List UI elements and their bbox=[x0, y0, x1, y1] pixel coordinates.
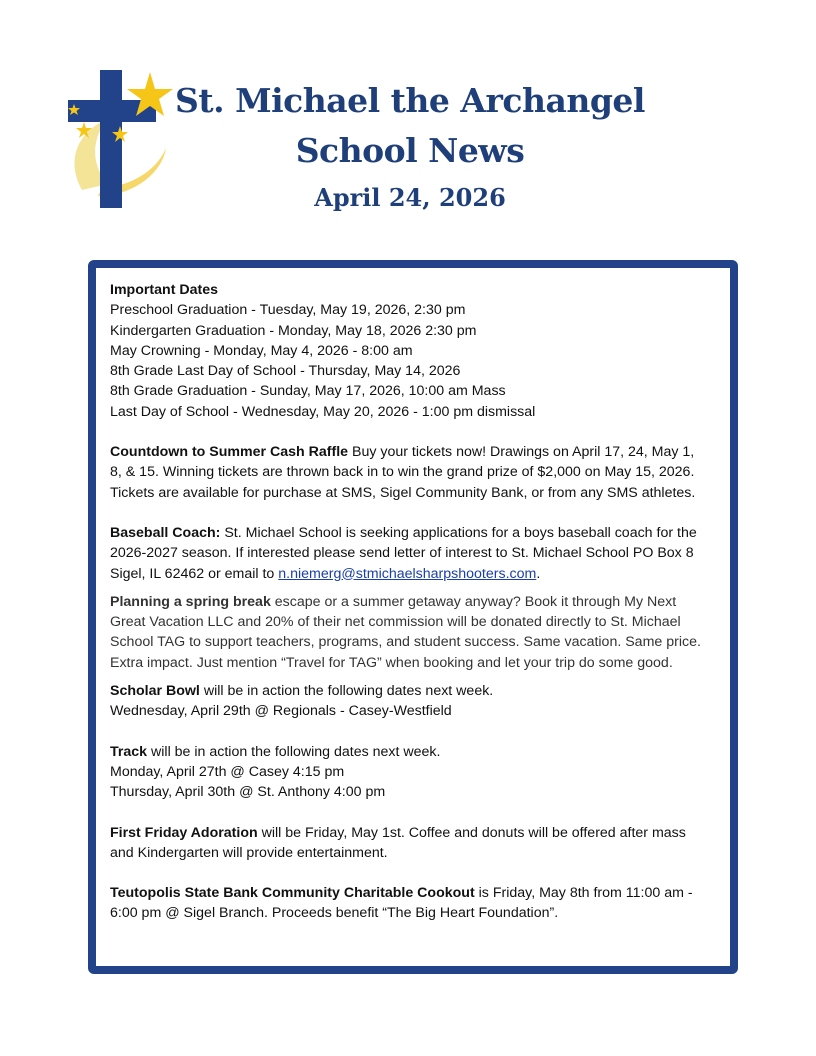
raffle-section bbox=[110, 442, 722, 503]
school-name: St. Michael the Archangel bbox=[175, 81, 645, 120]
track-text: will be in action the following dates next week. bbox=[147, 743, 441, 760]
baseball-text: Sigel, IL 62462 or email to bbox=[110, 565, 279, 582]
track-section bbox=[110, 742, 722, 803]
cookout-section bbox=[110, 883, 722, 924]
track-date: Monday, April 27th @ Casey 4:15 pm bbox=[110, 763, 345, 780]
important-dates-title: Important Dates bbox=[110, 282, 218, 298]
spring-break-section bbox=[110, 592, 722, 673]
baseball-section bbox=[110, 523, 722, 584]
raffle-text: Tickets are available for purchase at SMS, Sigel Community Bank, or from any SMS athletes. bbox=[110, 484, 696, 501]
date-item: 8th Grade Graduation - Sunday, May 17, 2026, 10:00 am Mass bbox=[110, 383, 506, 400]
adoration-text: and Kindergarten will provide entertainment. bbox=[110, 844, 388, 861]
date-item: 8th Grade Last Day of School - Thursday, May 14, 2026 bbox=[110, 363, 461, 380]
track-date: Thursday, April 30th @ St. Anthony 4:00 pm bbox=[110, 784, 386, 801]
important-dates-section bbox=[110, 280, 722, 422]
date-item: May Crowning - Monday, May 4, 2026 - 8:00 am bbox=[110, 342, 413, 359]
cookout-text: 6:00 pm @ Sigel Branch. Proceeds benefit “The Big Heart Foundation”. bbox=[110, 905, 559, 922]
cookout-text: is Friday, May 8th from 11:00 am - bbox=[474, 885, 693, 902]
punctuation: . bbox=[536, 565, 541, 582]
email-link[interactable]: n.niemerg@stmichaelsharpshooters.com bbox=[278, 565, 537, 582]
date-item: Last Day of School - Wednesday, May 20, 2026 - 1:00 pm dismissal bbox=[110, 403, 536, 420]
spring-break-title: Planning a spring break bbox=[110, 593, 271, 610]
newsletter-header bbox=[0, 0, 816, 240]
adoration-text: will be Friday, May 1st. Coffee and donuts will be offered after mass bbox=[257, 824, 686, 841]
baseball-text: St. Michael School is seeking applications for a boys baseball coach for the bbox=[220, 524, 697, 541]
spring-break-text: escape or a summer getaway anyway? Book it through My Next bbox=[270, 593, 677, 610]
newsletter-title bbox=[130, 76, 690, 216]
newsletter-name: School News bbox=[295, 131, 525, 170]
scholar-bowl-date: Wednesday, April 29th @ Regionals - Casey-Westfield bbox=[110, 703, 452, 720]
spring-break-text: School TAG to support teachers, programs, and student success. Same vacation. Same price. bbox=[110, 634, 701, 651]
track-title: Track bbox=[110, 743, 148, 760]
scholar-bowl-section bbox=[110, 681, 722, 722]
adoration-title: First Friday Adoration bbox=[110, 824, 258, 841]
scholar-bowl-title: Scholar Bowl bbox=[110, 683, 200, 700]
issue-date: April 24, 2026 bbox=[314, 183, 506, 212]
cookout-title: Teutopolis State Bank Community Charitable Cookout bbox=[110, 885, 475, 902]
baseball-title: Baseball Coach: bbox=[110, 524, 221, 541]
raffle-title: Countdown to Summer Cash Raffle bbox=[110, 444, 349, 461]
news-box bbox=[88, 260, 738, 974]
scholar-bowl-text: will be in action the following dates next week. bbox=[199, 683, 494, 700]
news-content bbox=[110, 280, 722, 924]
adoration-section bbox=[110, 823, 722, 864]
date-item: Kindergarten Graduation - Monday, May 18, 2026 2:30 pm bbox=[110, 322, 477, 339]
spring-break-text: Great Vacation LLC and 20% of their net commission will be donated directly to St. Michael bbox=[110, 614, 681, 631]
raffle-text: 8, & 15. Winning tickets are thrown back in to win the grand prize of $2,000 on May 15, 2026. bbox=[110, 464, 695, 481]
baseball-text: 2026-2027 season. If interested please send letter of interest to St. Michael School PO Box 8 bbox=[110, 545, 694, 562]
date-item: Preschool Graduation - Tuesday, May 19, 2026, 2:30 pm bbox=[110, 302, 466, 319]
raffle-text: Buy your tickets now! Drawings on April 17, 24, May 1, bbox=[348, 444, 695, 461]
spring-break-text: Extra impact. Just mention “Travel for TAG” when booking and let your trip do some good. bbox=[110, 654, 673, 671]
